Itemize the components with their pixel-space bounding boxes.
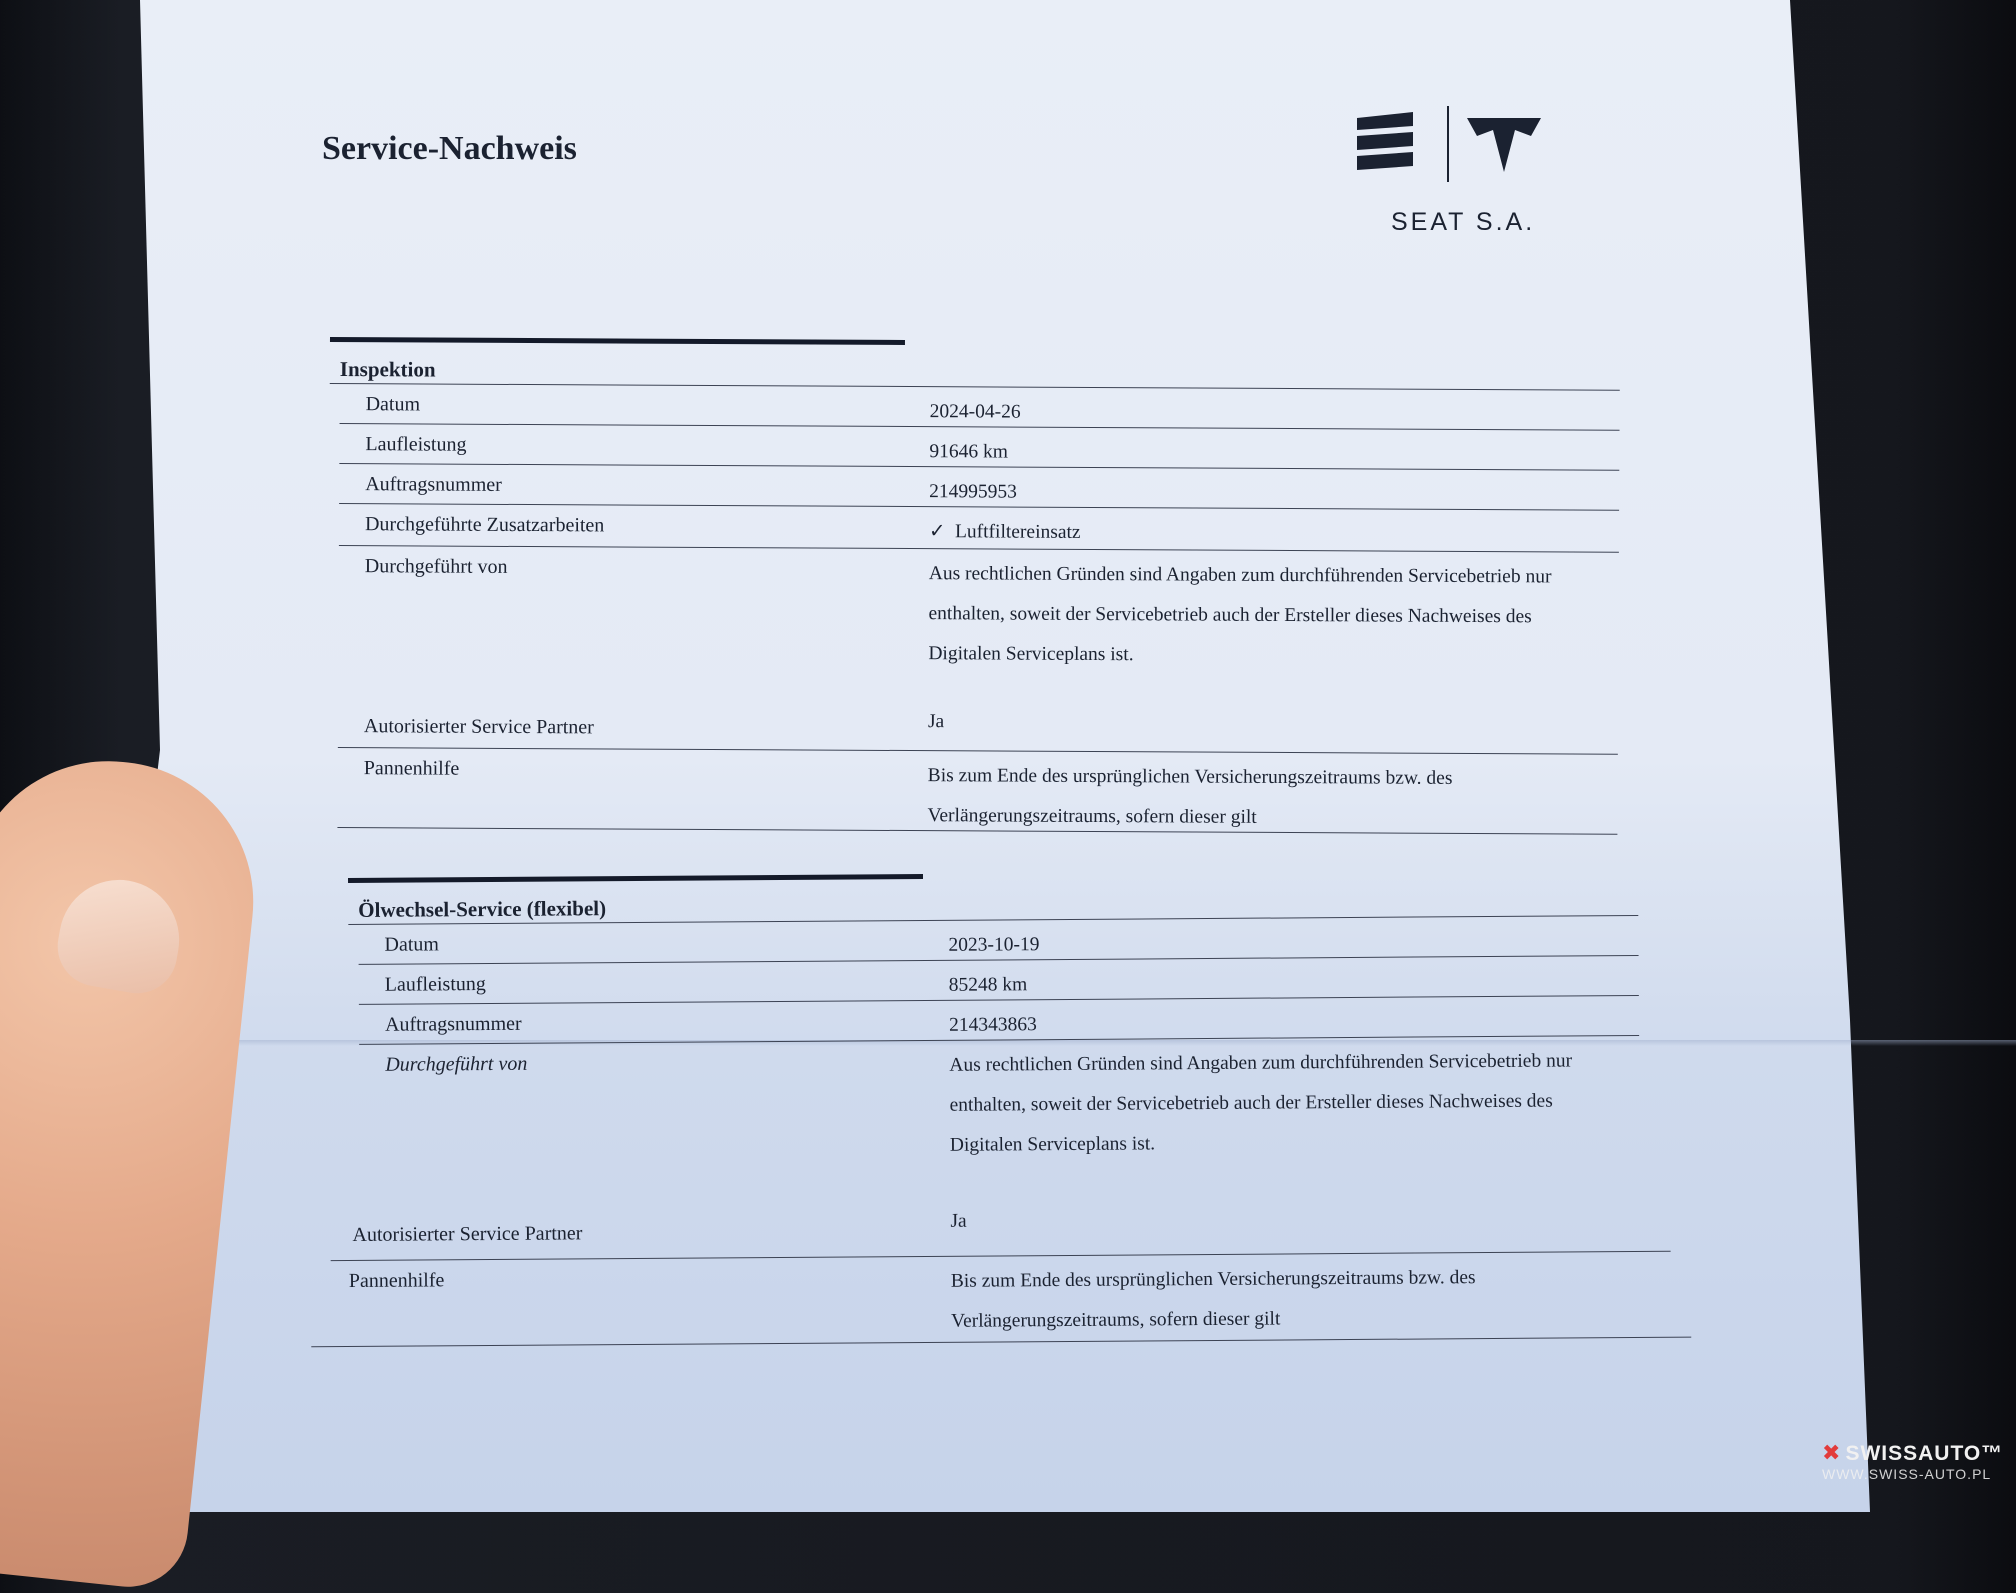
row-label: Pannenhilfe <box>348 1269 445 1293</box>
row-label: Auftragsnummer <box>365 473 502 496</box>
section-bar <box>348 874 923 883</box>
table-row <box>348 1251 1642 1352</box>
row-value: Aus rechtlichen Gründen sind Angaben zum durchführenden Servicebetrieb nur enthalten, soweit der Servicebetrieb auch der Ersteller dieses Nachweises des Digitalen Serviceplans ist. <box>928 563 1552 666</box>
section-bar <box>330 337 905 345</box>
section-oelwechsel <box>348 869 1638 1332</box>
watermark-url: WWW.SWISS-AUTO.PL <box>1822 1466 1992 1482</box>
row-value: 91646 km <box>929 441 1009 463</box>
row-value: Bis zum Ende des ursprünglichen Versicherungszeitraums bzw. des Verlängerungszeitraums, sofern dieser gilt <box>927 765 1453 828</box>
row-label: Durchgeführt von <box>364 555 508 578</box>
row-value: 2024-04-26 <box>929 401 1021 423</box>
watermark-brand: SWISSAUTO™ <box>1845 1442 2004 1465</box>
row-label: Auftragsnummer <box>384 1012 522 1036</box>
row-value: Ja <box>950 1210 967 1232</box>
row-value: Aus rechtlichen Gründen sind Angaben zum durchführenden Servicebetrieb nur enthalten, soweit der Servicebetrieb auch der Ersteller dieses Nachweises des Digitalen Serviceplans ist. <box>949 1050 1573 1156</box>
row-label: Pannenhilfe <box>363 757 460 780</box>
row-value: 2023-10-19 <box>948 934 1040 956</box>
table-row <box>349 1035 1640 1214</box>
row-label: Durchgeführt von <box>385 1052 528 1076</box>
logo-divider <box>1447 106 1449 182</box>
row-label: Datum <box>384 933 439 956</box>
section-title: Inspektion <box>339 357 436 382</box>
row-label: Laufleistung <box>384 973 486 996</box>
watermark <box>1822 1440 2003 1482</box>
table-row <box>329 463 1619 510</box>
swissauto-logo-icon: ✖ <box>1822 1440 1842 1465</box>
row-label: Autorisierter Service Partner <box>363 715 594 739</box>
table-row <box>328 705 1618 754</box>
row-label: Datum <box>365 393 421 416</box>
table-row <box>329 503 1619 552</box>
seat-logo-icon <box>1357 112 1413 170</box>
row-value: Ja <box>927 711 945 733</box>
row-value: ✓ Luftfiltereinsatz <box>929 512 1609 556</box>
table-row <box>328 545 1619 712</box>
row-value: 85248 km <box>948 974 1028 996</box>
section-title: Ölwechsel-Service (flexibel) <box>358 896 607 922</box>
brand-name: SEAT S.A. <box>1391 208 1536 236</box>
cupra-logo-icon <box>1467 118 1541 172</box>
section-inspektion <box>330 337 1620 828</box>
row-label: Laufleistung <box>365 433 467 456</box>
row-value: 214995953 <box>929 481 1018 503</box>
document-title: Service-Nachweis <box>322 130 577 167</box>
brand-logo <box>1355 100 1545 190</box>
row-value: Bis zum Ende des ursprünglichen Versicherungszeitraums bzw. des Verlängerungszeitraums, sofern dieser gilt <box>950 1267 1476 1332</box>
row-label: Autorisierter Service Partner <box>352 1222 583 1246</box>
row-value: 214343863 <box>948 1014 1037 1036</box>
table-row <box>327 747 1617 840</box>
table-row <box>330 383 1620 430</box>
table-row <box>329 423 1619 470</box>
row-label: Durchgeführte Zusatzarbeiten <box>364 513 605 537</box>
checkmark-icon: ✓ <box>928 521 946 543</box>
